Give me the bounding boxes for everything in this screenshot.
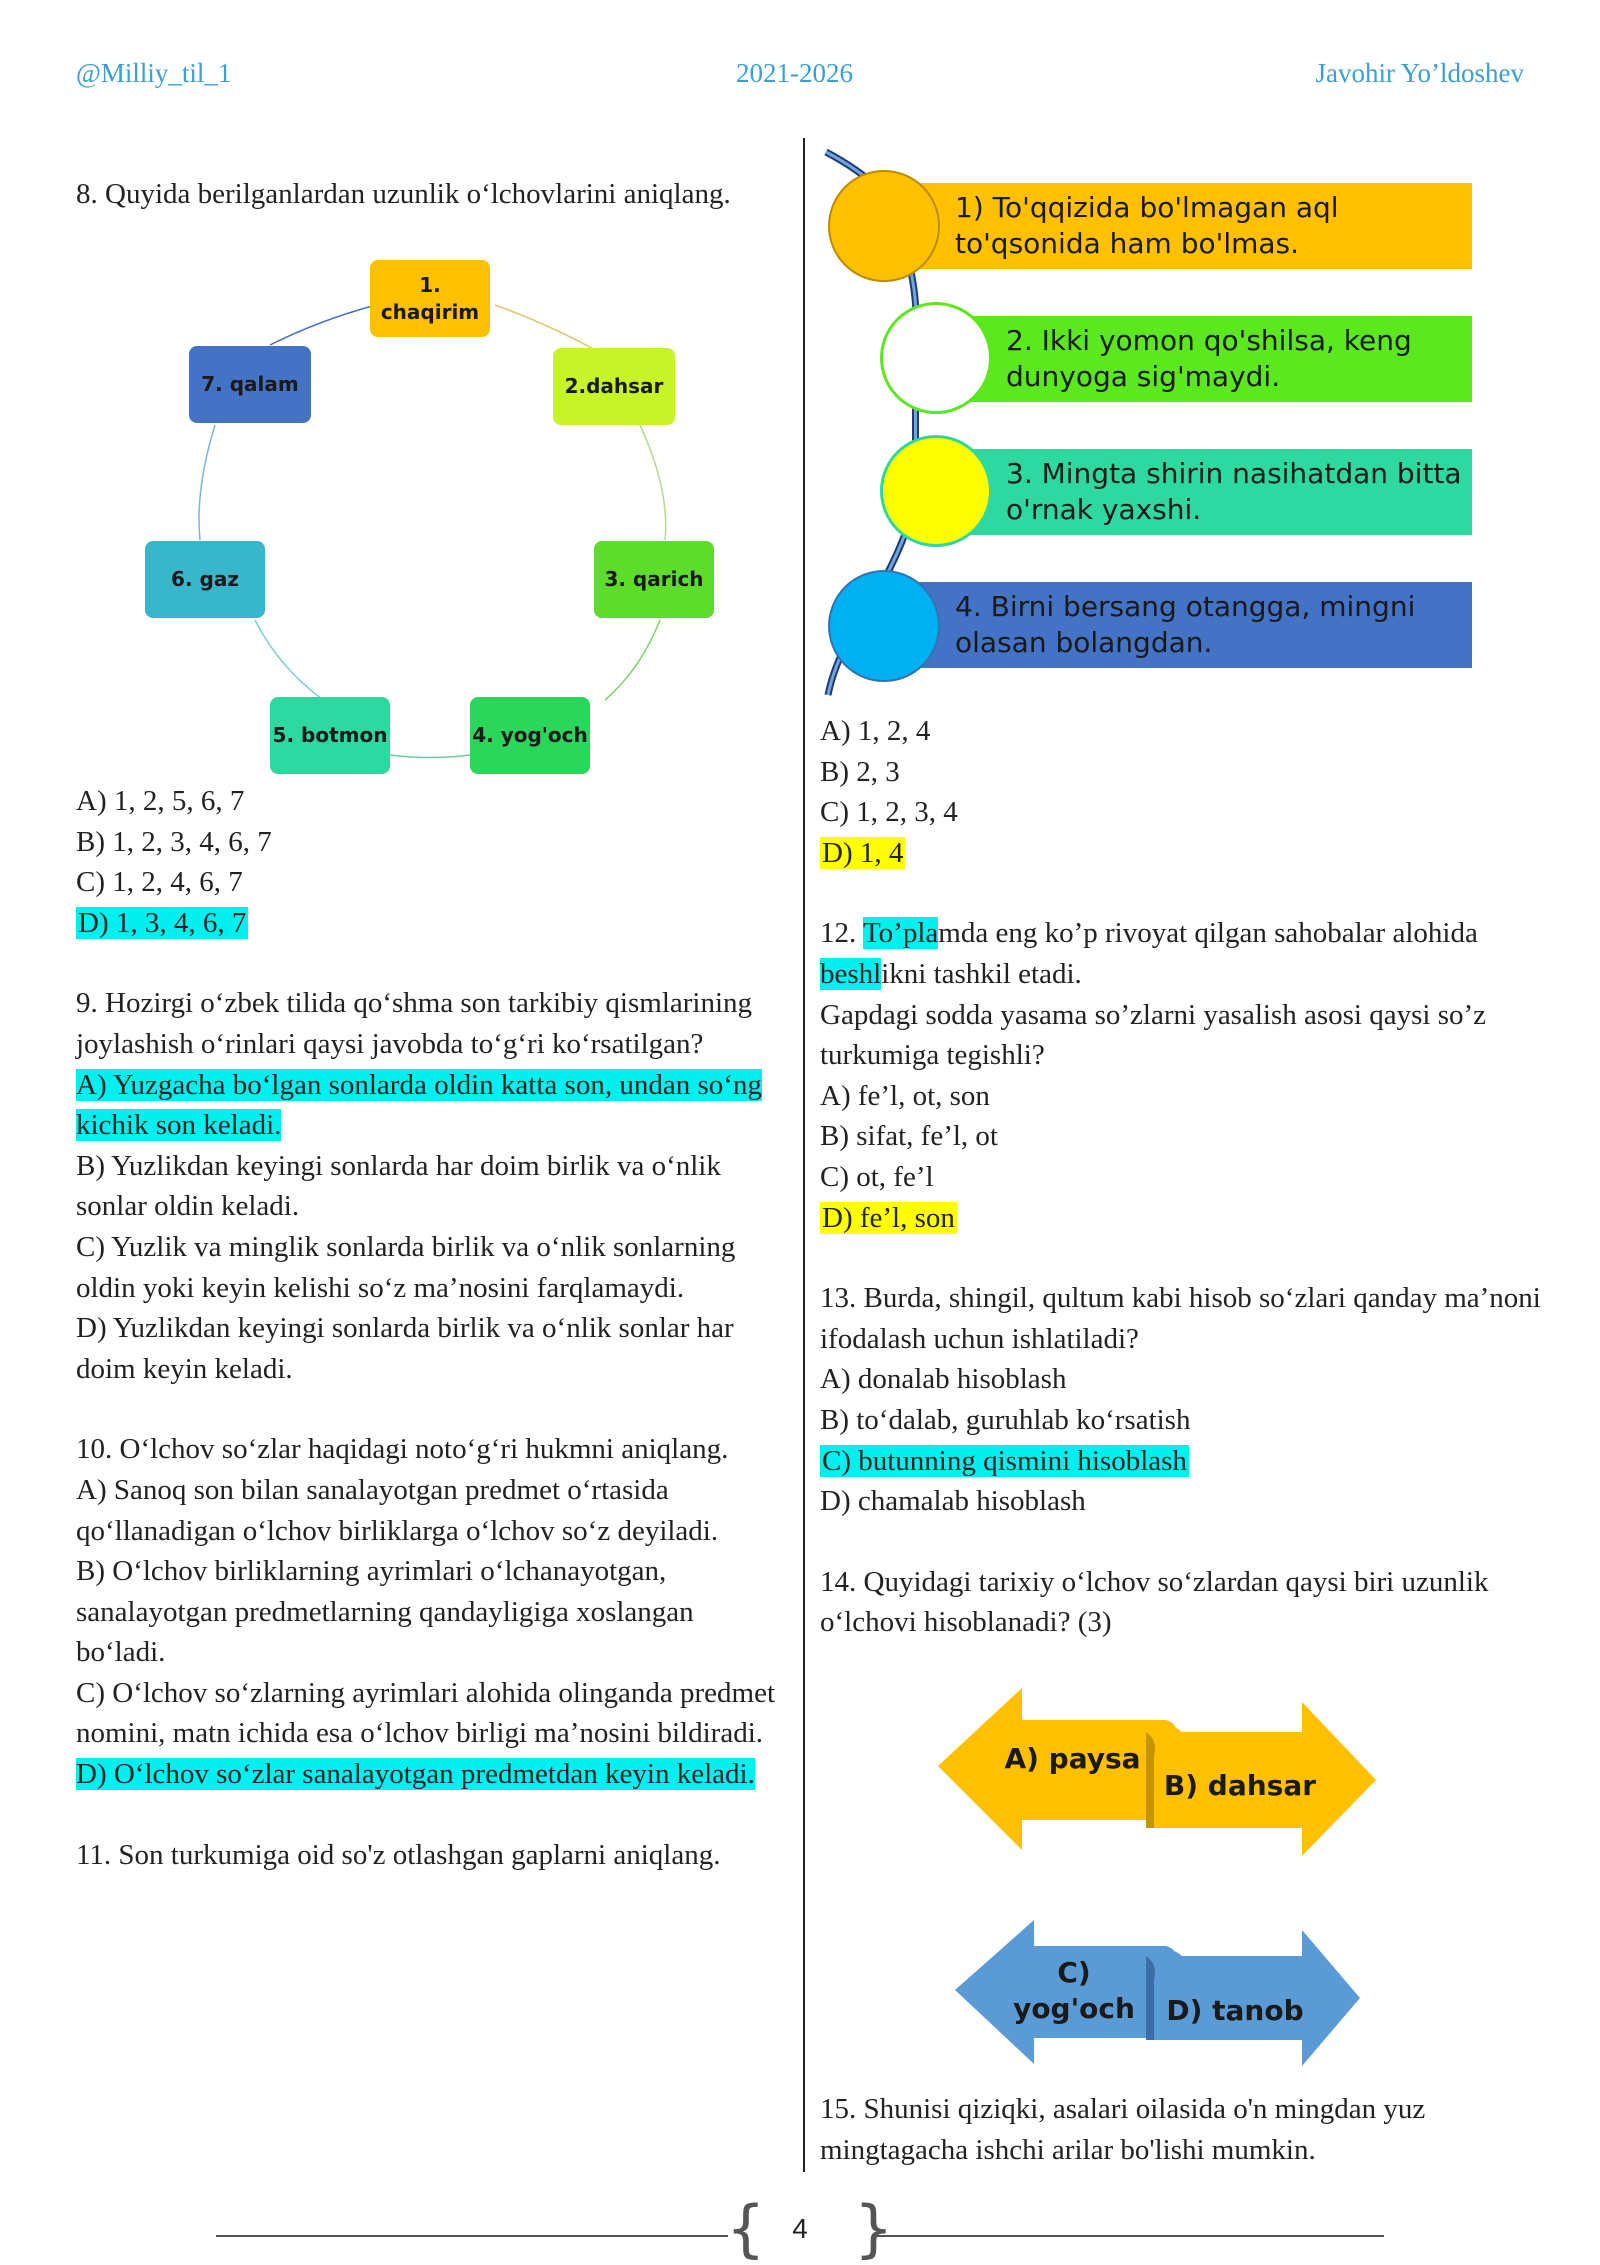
question-9-text: 9. Hozirgi o‘zbek tilida qo‘shma son tarkibiy qismlarining joylashish o‘rinlari qaysi javobda to‘g‘ri ko‘rsatilgan? bbox=[76, 987, 753, 1060]
diagram-node-4: 4. yog'och bbox=[470, 697, 590, 774]
question-12-option-b[interactable]: B) sifat, fe’l, ot bbox=[820, 1120, 998, 1153]
question-8-options bbox=[76, 781, 776, 1875]
question-8-option-b[interactable]: B) 1, 2, 3, 4, 6, 7 bbox=[76, 825, 272, 858]
q11-item-3-text: 3. Mingta shirin nasihatdan bitta o'rnak yaxshi. bbox=[1006, 457, 1462, 526]
question-13-option-a[interactable]: A) donalab hisoblash bbox=[820, 1363, 1067, 1396]
question-8-option-c[interactable]: C) 1, 2, 4, 6, 7 bbox=[76, 866, 243, 899]
diagram-node-7: 7. qalam bbox=[189, 346, 311, 423]
q11-item-2 bbox=[930, 316, 1472, 402]
q11-item-2-text: 2. Ikki yomon qo'shilsa, keng dunyoga sig'maydi. bbox=[1006, 324, 1412, 393]
header-author: Javohir Yo’ldoshev bbox=[1315, 58, 1524, 88]
diagram-node-1: 1. chaqirim bbox=[370, 260, 490, 337]
question-12-sentence bbox=[820, 913, 1560, 994]
q11-circle-3 bbox=[880, 435, 992, 547]
question-12-option-d-text: D) fe’l, son bbox=[822, 1201, 955, 1234]
q11-circle-2 bbox=[880, 302, 992, 414]
q11-item-1 bbox=[875, 183, 1472, 269]
column-divider bbox=[803, 138, 805, 2172]
question-11-option-d-text: D) 1, 4 bbox=[822, 836, 904, 869]
question-13-option-d[interactable]: D) chamalab hisoblash bbox=[820, 1485, 1086, 1518]
footer-line-right bbox=[872, 2235, 1384, 2237]
q11-item-4-text: 4. Birni bersang otangga, mingni olasan bolangdan. bbox=[955, 590, 1416, 659]
question-14-text: 14. Quyidagi tarixiy o‘lchov so‘zlardan qaysi biri uzunlik o‘lchovi hisoblanadi? (3) bbox=[820, 1565, 1489, 1639]
footer-brace-left-icon: { bbox=[726, 2192, 766, 2265]
q14-arrow-a-label[interactable]: A) paysa bbox=[1004, 1742, 1141, 1775]
question-13-option-c[interactable] bbox=[820, 1441, 1560, 1482]
question-10-text: 10. O‘lchov so‘zlar haqidagi noto‘g‘ri hukmni aniqlang. bbox=[76, 1433, 729, 1466]
diagram-node-6: 6. gaz bbox=[145, 541, 265, 618]
question-10-option-a[interactable]: A) Sanoq son bilan sanalayotgan predmet o‘rtasida qo‘llanadigan o‘lchov birliklarga o‘lchov so‘z deyiladi. bbox=[76, 1473, 719, 1547]
q14-arrow-fold-2 bbox=[1146, 1956, 1155, 2040]
q14-arrows bbox=[930, 1680, 1390, 2100]
question-12-option-a[interactable]: A) fe’l, ot, son bbox=[820, 1079, 990, 1112]
q11-circle-4 bbox=[828, 570, 940, 682]
header-channel: @Milliy_til_1 bbox=[76, 58, 232, 88]
question-8-option-d[interactable] bbox=[76, 903, 776, 944]
q14-arrow-fold-1 bbox=[1146, 1732, 1155, 1828]
question-15 bbox=[820, 2089, 1560, 2170]
q11-item-3 bbox=[930, 449, 1472, 535]
question-11-option-c[interactable]: C) 1, 2, 3, 4 bbox=[820, 796, 958, 829]
question-12-prefix: 12. bbox=[820, 917, 863, 950]
q11-item-4 bbox=[875, 582, 1472, 668]
q14-arrow-c-label[interactable]: C) yog'och bbox=[1013, 1956, 1135, 2025]
question-9-option-b[interactable]: B) Yuzlikdan keyingi sonlarda har doim birlik va o‘nlik sonlar oldin keladi. bbox=[76, 1149, 721, 1223]
diagram-node-5: 5. botmon bbox=[270, 697, 390, 774]
right-column-text bbox=[820, 711, 1560, 1643]
question-13-option-c-text: C) butunning qismini hisoblash bbox=[822, 1444, 1187, 1477]
question-12-text: Gapdagi sodda yasama so’zlarni yasalish asosi qaysi so’z turkumiga tegishli? bbox=[820, 998, 1487, 1072]
question-11-option-b[interactable]: B) 2, 3 bbox=[820, 755, 900, 788]
question-12-highlight-1: To’pla bbox=[862, 917, 939, 950]
question-13-option-b[interactable]: B) to‘dalab, guruhlab ko‘rsatish bbox=[820, 1403, 1191, 1436]
question-9-option-a-text: A) Yuzgacha bo‘lgan sonlarda oldin katta son, undan so‘ng kichik son keladi. bbox=[76, 1068, 762, 1142]
question-9-option-d[interactable]: D) Yuzlikdan keyingi sonlarda birlik va o‘nlik sonlar har doim keyin keladi. bbox=[76, 1312, 734, 1385]
question-10-option-c[interactable]: C) O‘lchov so‘zlarning ayrimlari alohida olinganda predmet nomini, matn ichida esa o‘lchov birligi ma’nosini bildiradi. bbox=[76, 1676, 776, 1750]
question-10-option-d[interactable] bbox=[76, 1754, 776, 1795]
footer-brace-right-icon: } bbox=[854, 2192, 894, 2265]
q14-arrow-b-label[interactable]: B) dahsar bbox=[1163, 1769, 1317, 1802]
question-10-option-b[interactable]: B) O‘lchov birliklarning ayrimlari o‘lchanayotgan, sanalayotgan predmetlarning qandayligiga xoslangan bo‘ladi. bbox=[76, 1555, 694, 1669]
header-years: 2021-2026 bbox=[736, 58, 853, 88]
question-12-text-2: ikni tashkil etadi. bbox=[881, 957, 1082, 990]
q11-circle-1 bbox=[828, 170, 940, 282]
question-13-text: 13. Burda, shingil, qultum kabi hisob so‘zlari qanday ma’noni ifodalash uchun ishlatiladi? bbox=[820, 1282, 1541, 1355]
footer-line-left bbox=[216, 2235, 728, 2237]
diagram-node-2: 2.dahsar bbox=[553, 348, 675, 425]
question-12-option-d[interactable] bbox=[820, 1198, 1560, 1239]
question-11-option-a[interactable]: A) 1, 2, 4 bbox=[820, 715, 931, 747]
question-8-option-d-text: D) 1, 3, 4, 6, 7 bbox=[78, 906, 247, 939]
question-10-option-d-text: D) O‘lchov so‘zlar sanalayotgan predmetdan keyin keladi. bbox=[76, 1758, 755, 1791]
question-8 bbox=[76, 174, 776, 215]
q14-arrow-d-label[interactable]: D) tanob bbox=[1166, 1994, 1304, 2027]
question-9-option-c[interactable]: C) Yuzlik va minglik sonlarda birlik va o‘nlik sonlarning oldin yoki keyin kelishi so‘z ma’nosini farqlamaydi. bbox=[76, 1230, 736, 1304]
question-12-text-1: mda eng ko’p rivoyat qilgan sahobalar alohida bbox=[938, 917, 1478, 950]
question-8-option-a[interactable]: A) 1, 2, 5, 6, 7 bbox=[76, 785, 245, 817]
question-11-text: 11. Son turkumiga oid so'z otlashgan gaplarni aniqlang. bbox=[76, 1838, 721, 1871]
question-9-option-a[interactable] bbox=[76, 1065, 776, 1146]
page-number: 4 bbox=[792, 2213, 808, 2244]
question-11-option-d[interactable] bbox=[820, 833, 1560, 874]
question-15-text: 15. Shunisi qiziqki, asalari oilasida o'n mingdan yuz mingtagacha ishchi arilar bo'lishi mumkin. bbox=[820, 2093, 1426, 2166]
diagram-node-3: 3. qarich bbox=[594, 541, 714, 618]
question-8-text: 8. Quyida berilganlardan uzunlik o‘lchovlarini aniqlang. bbox=[76, 178, 731, 210]
question-12-highlight-2: beshl bbox=[820, 957, 882, 990]
q11-item-1-text: 1) To'qqizida bo'lmagan aql to'qsonida ham bo'lmas. bbox=[955, 191, 1339, 260]
question-12-option-c[interactable]: C) ot, fe’l bbox=[820, 1160, 934, 1193]
